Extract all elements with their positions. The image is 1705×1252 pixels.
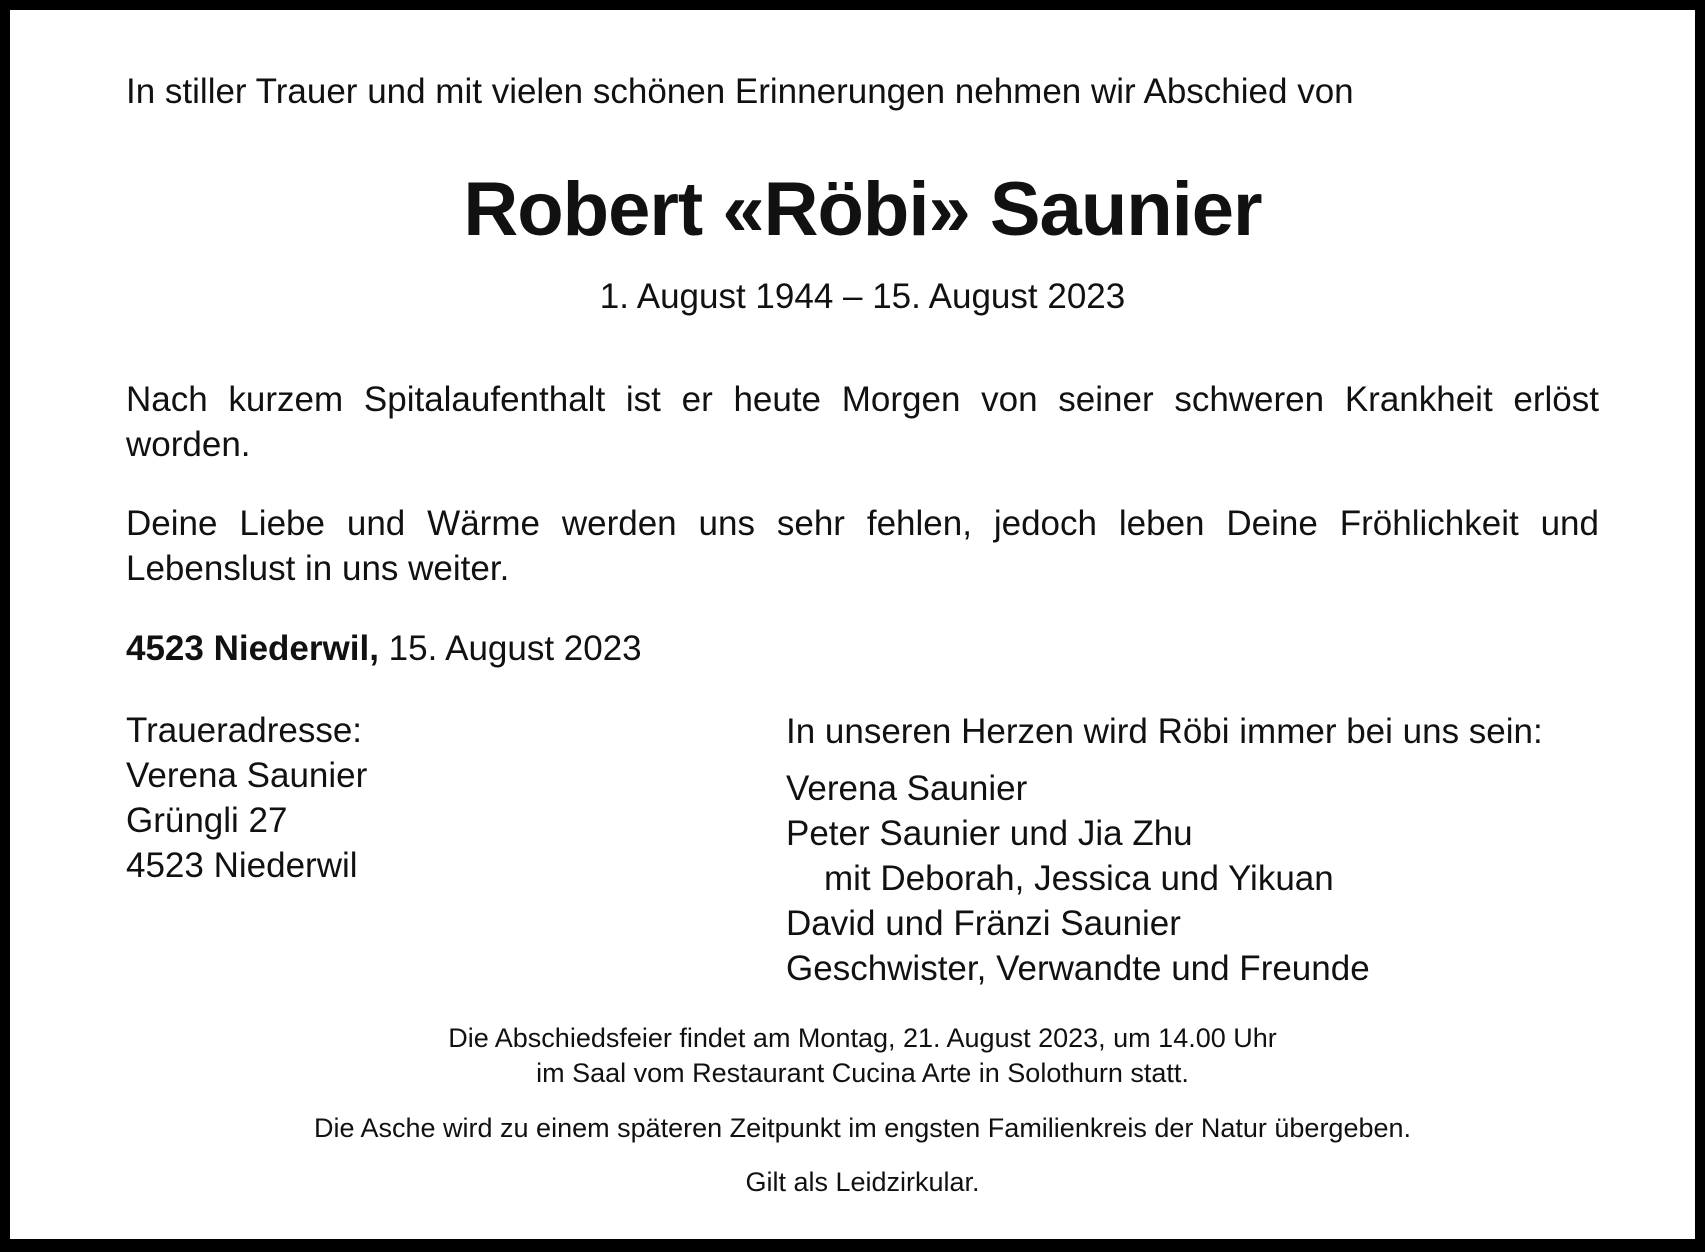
ashes-note: Die Asche wird zu einem späteren Zeitpunkt im engsten Familienkreis der Natur übergeben. xyxy=(313,1113,1412,1143)
circular-note: Gilt als Leidzirkular. xyxy=(745,1167,980,1197)
family-member: Peter Saunier und Jia Zhu xyxy=(786,814,1193,853)
address-line: 4523 Niederwil xyxy=(126,846,358,885)
family-member: Geschwister, Verwandte und Freunde xyxy=(786,949,1370,988)
deceased-name: Robert «Röbi» Saunier xyxy=(463,167,1262,252)
address-label: Traueradresse: xyxy=(126,711,363,750)
address-line: Grüngli 27 xyxy=(126,801,288,840)
ceremony-line: Die Abschiedsfeier findet am Montag, 21. August 2023, um 14.00 Uhr xyxy=(448,1023,1277,1053)
family-member: David und Fränzi Saunier xyxy=(786,904,1181,943)
mourning-address xyxy=(126,708,367,888)
place-date-line xyxy=(126,627,642,671)
intro-text: In stiller Trauer und mit vielen schönen Erinnerungen nehmen wir Abschied von xyxy=(126,72,1354,111)
place-date: 15. August 2023 xyxy=(378,629,642,668)
paragraph-farewell: Deine Liebe und Wärme werden uns sehr fehlen, jedoch leben Deine Fröhlichkeit und Lebenslust in uns weiter. xyxy=(126,504,1599,588)
family-member: Verena Saunier xyxy=(786,769,1028,808)
ceremony-line: im Saal vom Restaurant Cucina Arte in Solothurn statt. xyxy=(536,1058,1189,1088)
paragraph-illness: Nach kurzem Spitalaufenthalt ist er heute Morgen von seiner schweren Krankheit erlöst worden. xyxy=(126,380,1599,464)
family-member: mit Deborah, Jessica und Yikuan xyxy=(824,859,1334,898)
family-heading: In unseren Herzen wird Röbi immer bei uns sein: xyxy=(786,712,1543,751)
ceremony-info xyxy=(10,1021,1705,1091)
place-name: 4523 Niederwil, xyxy=(126,629,379,668)
life-dates: 1. August 1944 – 15. August 2023 xyxy=(599,277,1126,316)
family-list xyxy=(786,766,1370,991)
address-line: Verena Saunier xyxy=(126,756,368,795)
